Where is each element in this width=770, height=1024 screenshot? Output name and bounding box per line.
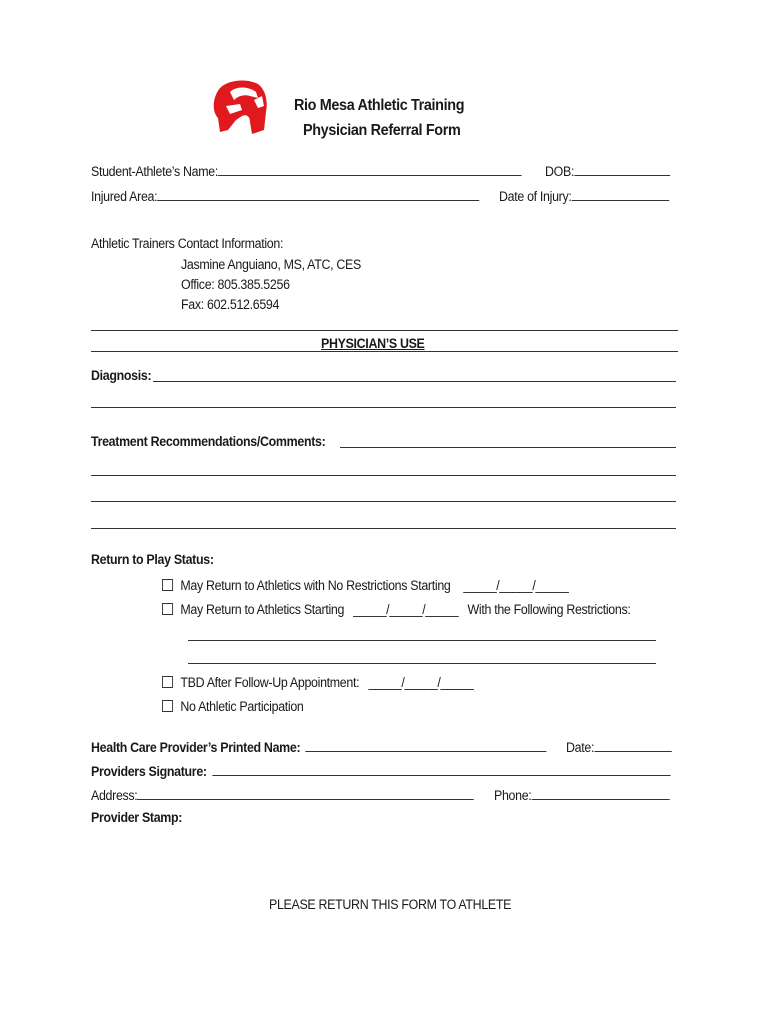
option-no-participation	[162, 699, 304, 714]
treatment-line-3[interactable]	[91, 501, 676, 502]
tbd-date[interactable]: _____/_____/_____	[368, 675, 474, 690]
section-divider-top	[91, 330, 678, 331]
address-label: Address:	[91, 788, 138, 803]
student-name-field[interactable]	[218, 163, 522, 176]
treatment-line-1[interactable]	[340, 447, 676, 448]
signature-field[interactable]	[212, 763, 670, 776]
restrictions-line-1[interactable]	[188, 640, 656, 641]
section-divider-bottom	[91, 351, 678, 352]
restrictions-line-2[interactable]	[188, 663, 656, 664]
diagnosis-line-1[interactable]	[153, 381, 676, 382]
printed-name-field[interactable]	[306, 739, 547, 752]
treatment-line-4[interactable]	[91, 528, 676, 529]
return-to-play-heading: Return to Play Status:	[91, 552, 214, 567]
checkbox-no-restrictions[interactable]	[162, 579, 173, 591]
trainer-name: Jasmine Anguiano, MS, ATC, CES	[181, 257, 361, 272]
spartan-helmet-logo	[206, 78, 270, 136]
diagnosis-label: Diagnosis:	[91, 368, 152, 383]
tbd-label: TBD After Follow-Up Appointment:	[180, 675, 360, 690]
date-of-injury-label: Date of Injury:	[499, 189, 572, 204]
following-restrictions-label: With the Following Restrictions:	[467, 602, 631, 617]
provider-date-field[interactable]	[594, 739, 671, 752]
option-with-restrictions	[162, 602, 630, 617]
signature-row	[91, 763, 670, 779]
phone-field[interactable]	[531, 787, 669, 800]
physicians-use-title: PHYSICIAN’S USE	[321, 336, 425, 351]
treatment-line-2[interactable]	[91, 475, 676, 476]
fax-number: Fax: 602.512.6594	[181, 297, 280, 312]
diagnosis-line-2[interactable]	[91, 407, 676, 408]
dob-field[interactable]	[574, 163, 670, 176]
dob-row	[545, 163, 670, 179]
injured-area-row	[91, 188, 479, 204]
no-participation-label: No Athletic Participation	[180, 699, 304, 714]
dob-label: DOB:	[545, 164, 575, 179]
checkbox-with-restrictions[interactable]	[162, 603, 173, 615]
checkbox-no-participation[interactable]	[162, 700, 173, 712]
date-of-injury-field[interactable]	[571, 188, 669, 201]
office-phone: Office: 805.385.5256	[181, 277, 290, 292]
injured-area-field[interactable]	[157, 188, 479, 201]
provider-date-label: Date:	[566, 740, 595, 755]
option-tbd	[162, 675, 473, 690]
student-name-label: Student-Athlete’s Name:	[91, 164, 218, 179]
contact-heading: Athletic Trainers Contact Information:	[91, 236, 284, 251]
option-no-restrictions	[162, 578, 568, 593]
checkbox-tbd[interactable]	[162, 676, 173, 688]
form-title-line2: Physician Referral Form	[303, 122, 461, 139]
student-name-row	[91, 163, 522, 179]
printed-name-row	[91, 739, 547, 755]
address-field[interactable]	[137, 787, 474, 800]
form-title-line1: Rio Mesa Athletic Training	[294, 97, 465, 114]
return-form-note: PLEASE RETURN THIS FORM TO ATHLETE	[269, 897, 512, 912]
treatment-label: Treatment Recommendations/Comments:	[91, 434, 326, 449]
provider-date-row	[566, 739, 671, 755]
provider-stamp-label: Provider Stamp:	[91, 810, 183, 825]
injured-area-label: Injured Area:	[91, 189, 158, 204]
with-restrictions-date[interactable]: _____/_____/_____	[353, 602, 459, 617]
no-restrictions-label: May Return to Athletics with No Restrictions Starting	[180, 578, 451, 593]
phone-label: Phone:	[494, 788, 532, 803]
phone-row	[494, 787, 669, 803]
no-restrictions-date[interactable]: _____/_____/_____	[463, 578, 569, 593]
with-restrictions-label: May Return to Athletics Starting	[180, 602, 345, 617]
signature-label: Providers Signature:	[91, 764, 207, 779]
date-of-injury-row	[499, 188, 669, 204]
address-row	[91, 787, 474, 803]
printed-name-label: Health Care Provider’s Printed Name:	[91, 740, 301, 755]
